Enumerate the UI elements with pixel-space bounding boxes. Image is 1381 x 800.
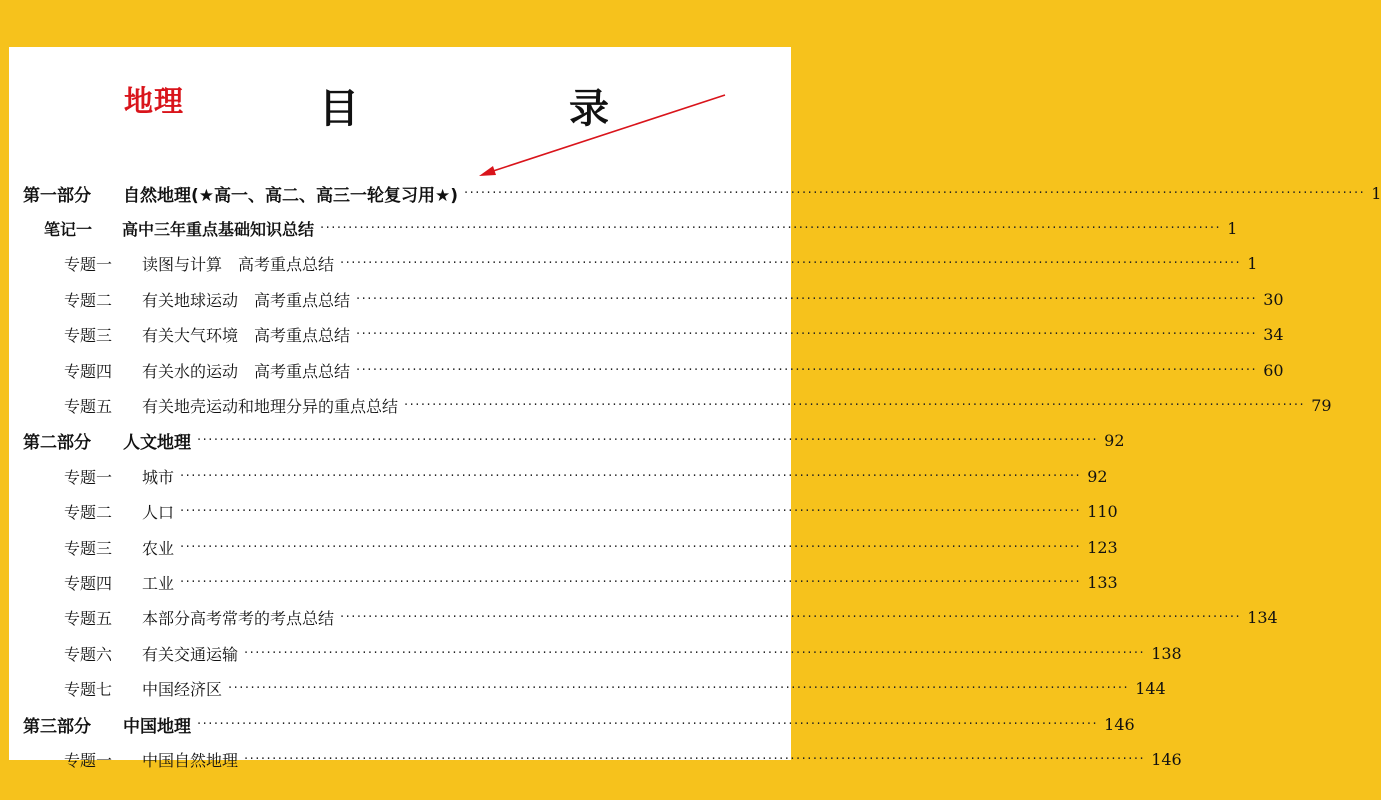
toc-entry-label	[9, 288, 350, 311]
toc-entry-text: 中国自然地理	[142, 750, 239, 770]
toc-entry-page: 34	[1263, 325, 1284, 345]
toc-entry-label	[9, 712, 191, 737]
toc-entry	[9, 532, 1118, 562]
toc-entry-code: 专题一	[64, 750, 113, 770]
toc-entry	[9, 249, 1258, 279]
toc-entry-label	[9, 677, 222, 700]
toc-entry-page: 79	[1311, 395, 1332, 415]
toc-entry-page: 30	[1263, 289, 1284, 309]
toc-entry-page: 60	[1263, 360, 1284, 380]
toc-leader-dots: ································································································································································	[244, 751, 1146, 767]
toc-leader-dots: ································································································································································	[340, 610, 1242, 626]
toc-leader-dots: ································································································································································	[404, 397, 1306, 413]
toc-leader-dots: ································································································································································	[180, 574, 1082, 590]
toc-entry-label	[9, 748, 238, 771]
toc-entry-code: 专题一	[64, 467, 113, 487]
toc-entry-label	[9, 217, 314, 240]
toc-entry-page: 123	[1087, 537, 1118, 557]
toc-entry-page: 92	[1104, 431, 1125, 451]
toc-entry-text: 城市	[142, 467, 175, 487]
toc-entry-code: 专题六	[64, 644, 113, 664]
toc-entry-code: 专题一	[64, 255, 113, 275]
toc-entry-label	[9, 181, 458, 206]
toc-entry-text: 本部分高考常考的考点总结	[142, 609, 335, 629]
toc-entry-page: 92	[1087, 466, 1108, 486]
toc-entry-code: 笔记一	[44, 219, 93, 239]
toc-leader-dots: ································································································································································	[320, 220, 1222, 236]
toc-entry-text: 中国地理	[123, 716, 191, 737]
toc-entry-code: 专题三	[64, 538, 113, 558]
toc-entry-label	[9, 642, 238, 665]
toc-entry-code: 专题五	[64, 396, 113, 416]
toc-entry-text: 农业	[142, 538, 175, 558]
toc-entry-label	[9, 359, 350, 382]
toc-entry-text: 工业	[142, 573, 175, 593]
toc-entry	[9, 390, 1332, 420]
toc-leader-dots: ································································································································································	[356, 362, 1258, 378]
toc-entry-page: 144	[1135, 679, 1166, 699]
subject-label: 地理	[124, 84, 185, 118]
toc-leader-dots: ································································································································································	[180, 468, 1082, 484]
toc-entry-text: 有关水的运动 高考重点总结	[142, 361, 351, 381]
toc-entry-text: 人文地理	[123, 433, 191, 454]
toc-entry-label	[9, 394, 398, 417]
toc-entry-code: 专题二	[64, 290, 113, 310]
toc-entry	[9, 567, 1118, 597]
toc-leader-dots: ································································································································································	[180, 504, 1082, 520]
toc-entry-page: 134	[1247, 608, 1278, 628]
document-page	[9, 47, 1381, 770]
toc-entry	[9, 461, 1108, 491]
toc-entry	[9, 638, 1182, 668]
toc-entry-label	[9, 252, 334, 275]
toc-entry	[9, 744, 1182, 774]
toc-entry-text: 人口	[142, 503, 175, 523]
toc-entry-code: 第二部分	[23, 433, 91, 454]
toc-entry-label	[9, 571, 174, 594]
toc-leader-dots: ································································································································································	[180, 539, 1082, 555]
toc-entry-text: 有关交通运输	[142, 644, 239, 664]
toc-entry-text: 中国经济区	[142, 680, 223, 700]
toc-entry-page: 1	[1371, 183, 1381, 203]
toc-leader-dots: ································································································································································	[197, 433, 1099, 449]
toc-entry-text: 自然地理(★高一、高二、高三一轮复习用★)	[123, 185, 459, 206]
toc-entry-code: 专题二	[64, 503, 113, 523]
toc-entry	[9, 355, 1284, 385]
toc-entry-page: 146	[1151, 749, 1182, 769]
toc-leader-dots: ································································································································································	[228, 681, 1130, 697]
toc-entry-code: 专题七	[64, 680, 113, 700]
toc-leader-dots: ································································································································································	[356, 327, 1258, 343]
toc-entry-text: 有关地球运动 高考重点总结	[142, 290, 351, 310]
toc-entry-code: 第一部分	[23, 185, 91, 206]
toc-entry	[9, 603, 1278, 633]
toc-entry-code: 专题四	[64, 361, 113, 381]
page-title: 目 录	[319, 86, 694, 132]
toc-leader-dots: ································································································································································	[464, 185, 1366, 201]
toc-entry	[9, 178, 1381, 208]
toc-entry-page: 133	[1087, 572, 1118, 592]
toc-entry-code: 专题五	[64, 609, 113, 629]
toc-entry	[9, 284, 1284, 314]
toc-entry-label	[9, 606, 334, 629]
toc-entry	[9, 709, 1135, 739]
toc-leader-dots: ································································································································································	[197, 716, 1099, 732]
toc-entry-label	[9, 465, 174, 488]
toc-entry-label	[9, 500, 174, 523]
toc-entry-page: 1	[1227, 218, 1238, 238]
toc-leader-dots: ································································································································································	[340, 256, 1242, 272]
toc-entry-label	[9, 536, 174, 559]
toc-entry-page: 1	[1247, 254, 1258, 274]
toc-leader-dots: ································································································································································	[244, 645, 1146, 661]
toc-entry-code: 专题三	[64, 326, 113, 346]
table-of-contents	[9, 47, 1381, 770]
toc-entry	[9, 320, 1284, 350]
toc-leader-dots: ································································································································································	[356, 291, 1258, 307]
toc-entry	[9, 213, 1238, 243]
toc-entry-page: 110	[1087, 502, 1118, 522]
toc-entry-text: 读图与计算 高考重点总结	[142, 255, 335, 275]
toc-entry-label	[9, 323, 350, 346]
toc-entry-text: 高中三年重点基础知识总结	[122, 219, 315, 239]
toc-entry	[9, 426, 1125, 456]
toc-entry-text: 有关地壳运动和地理分异的重点总结	[142, 396, 399, 416]
toc-entry-page: 138	[1151, 643, 1182, 663]
toc-entry-page: 146	[1104, 714, 1135, 734]
toc-entry	[9, 497, 1118, 527]
toc-entry	[9, 674, 1166, 704]
toc-entry-text: 有关大气环境 高考重点总结	[142, 326, 351, 346]
toc-entry-label	[9, 428, 191, 453]
toc-entry-code: 第三部分	[23, 716, 91, 737]
toc-entry-code: 专题四	[64, 573, 113, 593]
